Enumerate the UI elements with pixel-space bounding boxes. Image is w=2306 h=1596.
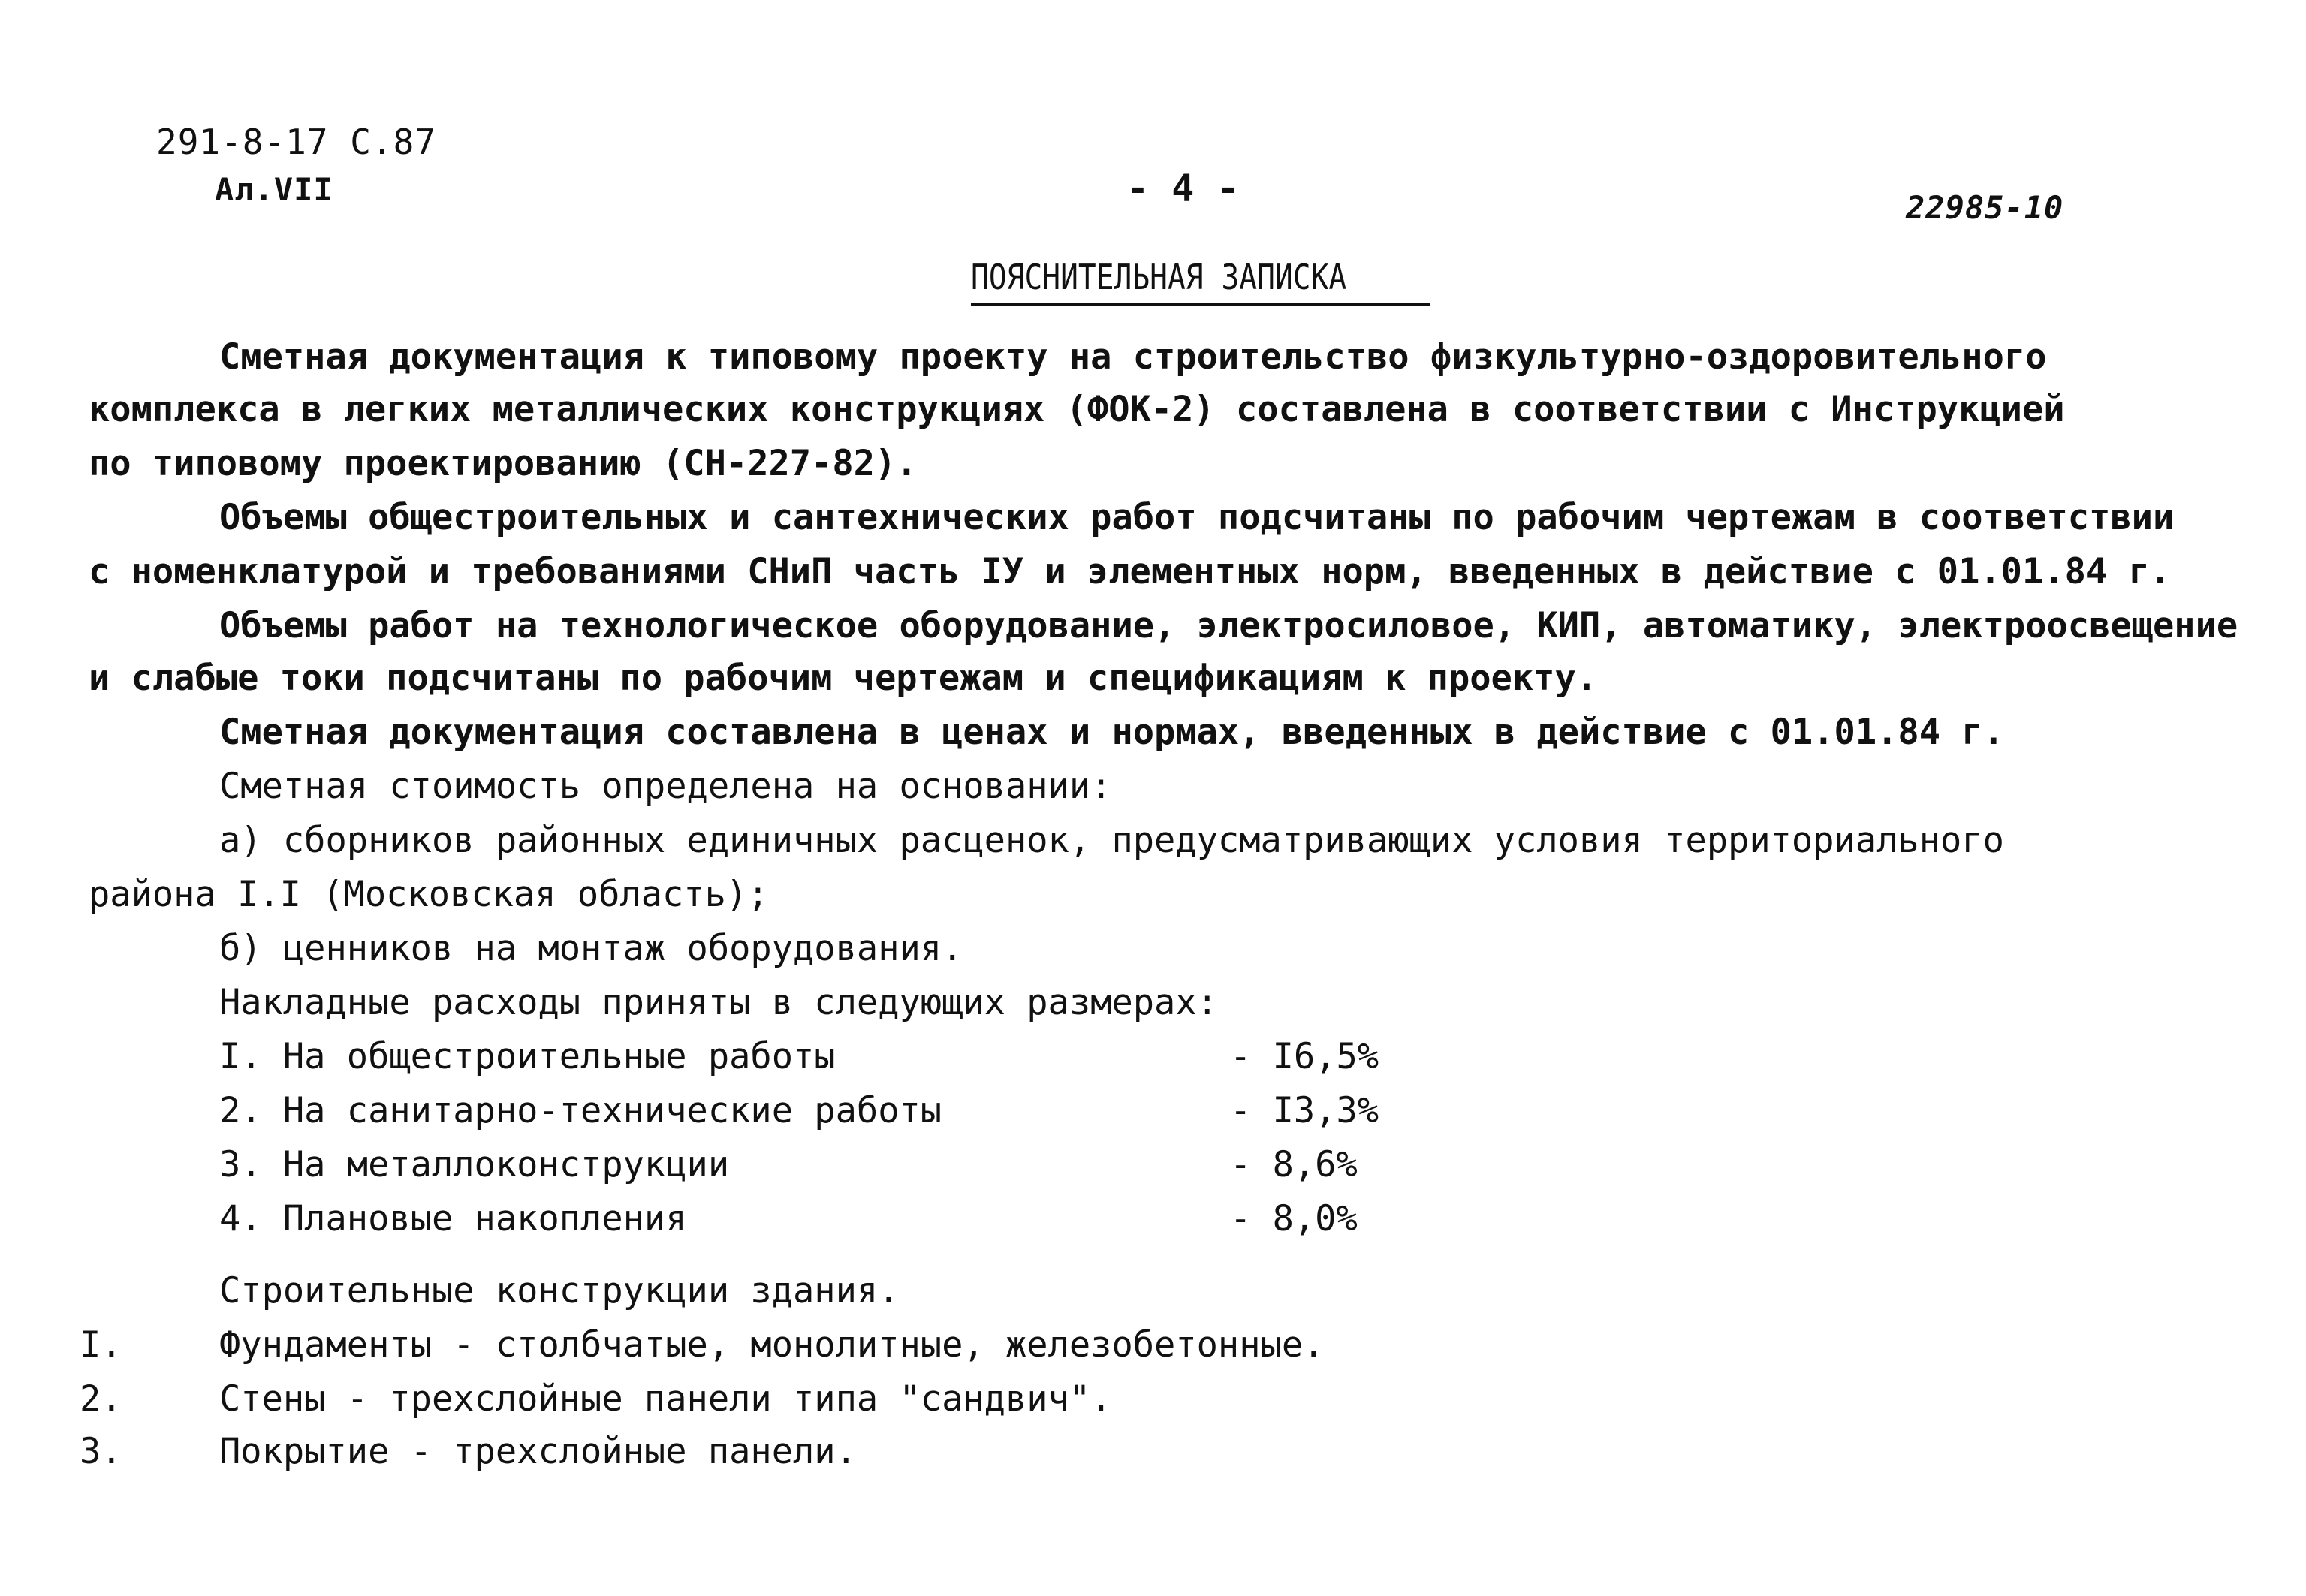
album-number: Ал.VII [215,171,333,208]
doc-code: 291-8-17 С.87 [156,122,437,162]
paragraph-3-line-2: и слабые токи подсчитаны по рабочим чертежам и спецификациям к проекту. [89,658,1598,699]
paragraph-5: Сметная стоимость определена на основании: [219,766,1112,807]
paragraph-1-line-2: комплекса в легких металлических конструкциях (ФОК-2) составлена в соответствии с Инструкцией [89,389,2065,430]
structure-item-number: 2. [80,1378,122,1420]
paragraph-2-line-1: Объемы общестроительных и сантехнических работ подсчитаны по рабочим чертежам в соответствии [219,497,2175,538]
paragraph-6-line-1: а) сборников районных единичных расценок, предусматривающих условия территориального [219,820,2004,861]
overhead-value: - I6,5% [1230,1036,1379,1077]
overhead-value: - 8,6% [1230,1144,1358,1185]
overhead-value: - 8,0% [1230,1198,1358,1239]
overhead-label: 2. На санитарно-технические работы [219,1090,942,1131]
paragraph-2-line-2: с номенклатурой и требованиями СНиП часть IУ и элементных норм, введенных в действие с 01.01.84 г. [89,551,2172,592]
inventory-number: 22985-10 [1906,189,2064,226]
structure-item-text: Стены - трехслойные панели типа "сандвич". [219,1378,1112,1420]
page-title: ПОЯСНИТЕЛЬНАЯ ЗАПИСКА [971,257,1347,297]
paragraph-8: Накладные расходы приняты в следующих размерах: [219,982,1218,1023]
structure-item-number: 3. [80,1431,122,1472]
structures-heading: Строительные конструкции здания. [219,1270,900,1311]
overhead-label: 4. Плановые накопления [219,1198,687,1239]
paragraph-4: Сметная документация составлена в ценах и нормах, введенных в действие с 01.01.84 г. [219,712,2004,753]
structure-item-number: I. [80,1324,122,1366]
overhead-label: I. На общестроительные работы [219,1036,836,1077]
overhead-label: 3. На металлоконструкции [219,1144,730,1185]
paragraph-7: б) ценников на монтаж оборудования. [219,928,963,969]
paragraph-1-line-3: по типовому проектированию (СН-227-82). [89,443,918,484]
structure-item-text: Покрытие - трехслойные панели. [219,1431,857,1472]
title-underline [971,303,1430,306]
paragraph-3-line-1: Объемы работ на технологическое оборудование, электросиловое, КИП, автоматику, электроосвещение [219,605,2238,646]
page-number: - 4 - [1126,167,1240,210]
structure-item-text: Фундаменты - столбчатые, монолитные, железобетонные. [219,1324,1325,1366]
paragraph-1-line-1: Сметная документация к типовому проекту на строительство физкультурно-оздоровительного [219,336,2047,378]
paragraph-6-line-2: района I.I (Московская область); [89,874,769,915]
overhead-value: - I3,3% [1230,1090,1379,1131]
